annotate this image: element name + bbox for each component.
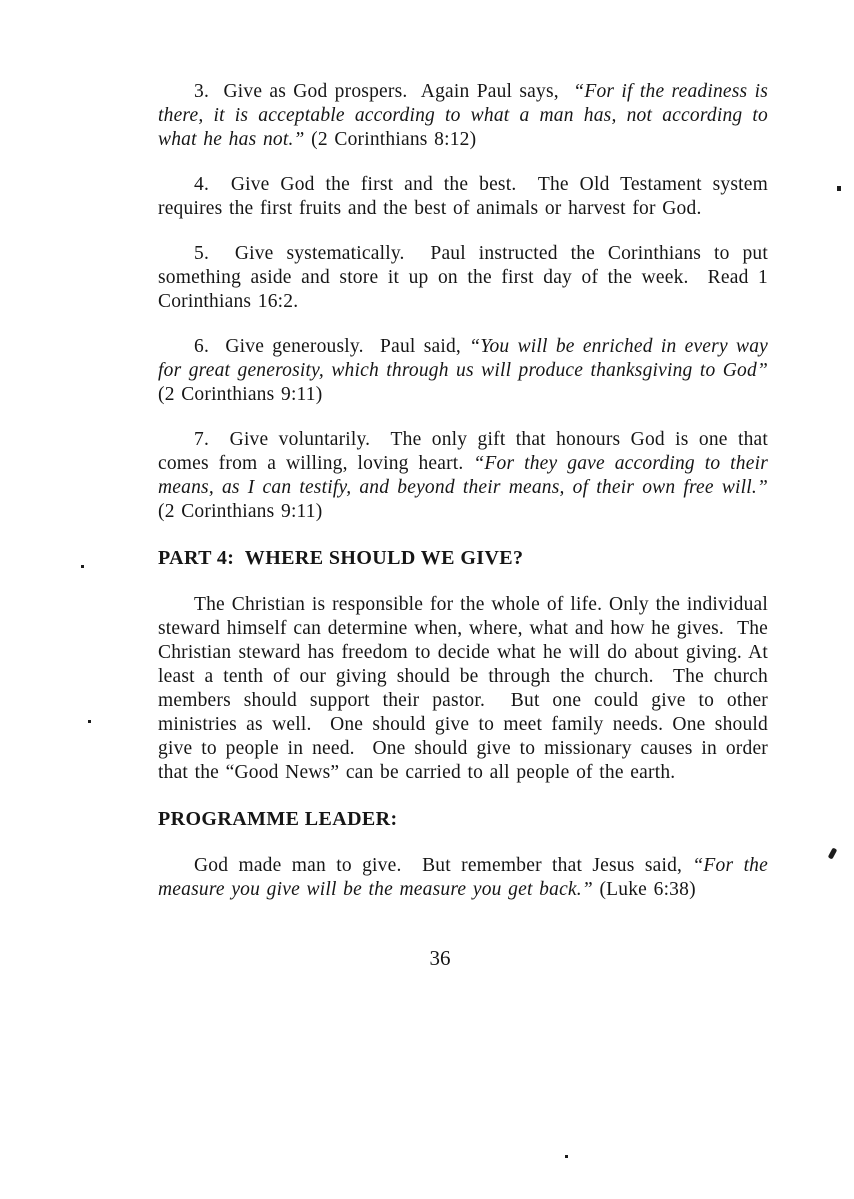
scan-speck <box>81 565 84 568</box>
item-3-quote: “For if the readiness is there, it is acceptable according to what a man has, not according to what he has not.” <box>158 81 768 150</box>
item-3-text: 3. Give as God prospers. Again Paul says, <box>194 81 574 102</box>
page-content <box>158 80 768 971</box>
numbered-item-5 <box>158 242 768 314</box>
numbered-item-4 <box>158 173 768 221</box>
part4-heading: PART 4: WHERE SHOULD WE GIVE? <box>158 547 524 569</box>
item-7-reference: (2 Corinthians 9:11) <box>158 501 323 522</box>
leader-text: God made man to give. But remember that Jesus said, <box>194 855 693 876</box>
item-3-reference: (2 Corinthians 8:12) <box>304 129 477 150</box>
item-4-text: 4. Give God the first and the best. The Old Testament system requires the first fruits and the best of animals or harvest for God. <box>158 174 768 219</box>
numbered-item-3 <box>158 80 768 152</box>
item-7-text: 7. Give voluntarily. The only gift that honours God is one that comes from a willing, loving heart. <box>158 429 768 474</box>
item-6-text: 6. Give generously. Paul said, <box>194 336 470 357</box>
programme-leader-paragraph <box>158 854 768 902</box>
leader-reference: (Luke 6:38) <box>592 879 696 900</box>
item-5-text: 5. Give systematically. Paul instructed the Corinthians to put something aside and store it up on the first day of the week. Read 1 Corinthians 16:2. <box>158 243 768 312</box>
part4-paragraph: The Christian is responsible for the whole of life. Only the individual steward himself can determine when, where, what and how he gives. The Christian steward has freedom to decide what he will do about giving. At least a tenth of our giving should be through the church. The church members should support their pastor. But one could give to other ministries as well. One should give to meet family needs. One should give to people in need. One should give to missionary causes in order that the “Good News” can be carried to all people of the earth. <box>158 594 768 783</box>
programme-leader-heading: PROGRAMME LEADER: <box>158 808 398 830</box>
scan-speck <box>88 720 91 723</box>
scan-speck <box>837 186 841 191</box>
item-7-quote: “For they gave according to their means, as I can testify, and beyond their means, of their own free will.” <box>158 453 768 498</box>
numbered-item-7 <box>158 428 768 524</box>
scan-speck <box>828 847 838 859</box>
item-6-quote: “You will be enriched in every way for great generosity, which through us will produce thanksgiving to God” <box>158 336 768 381</box>
numbered-item-6 <box>158 335 768 407</box>
item-6-reference: (2 Corinthians 9:11) <box>158 384 323 405</box>
scan-speck <box>565 1155 568 1158</box>
page-number: 36 <box>429 946 451 970</box>
leader-quote: “For the measure you give will be the measure you get back.” <box>158 855 768 900</box>
